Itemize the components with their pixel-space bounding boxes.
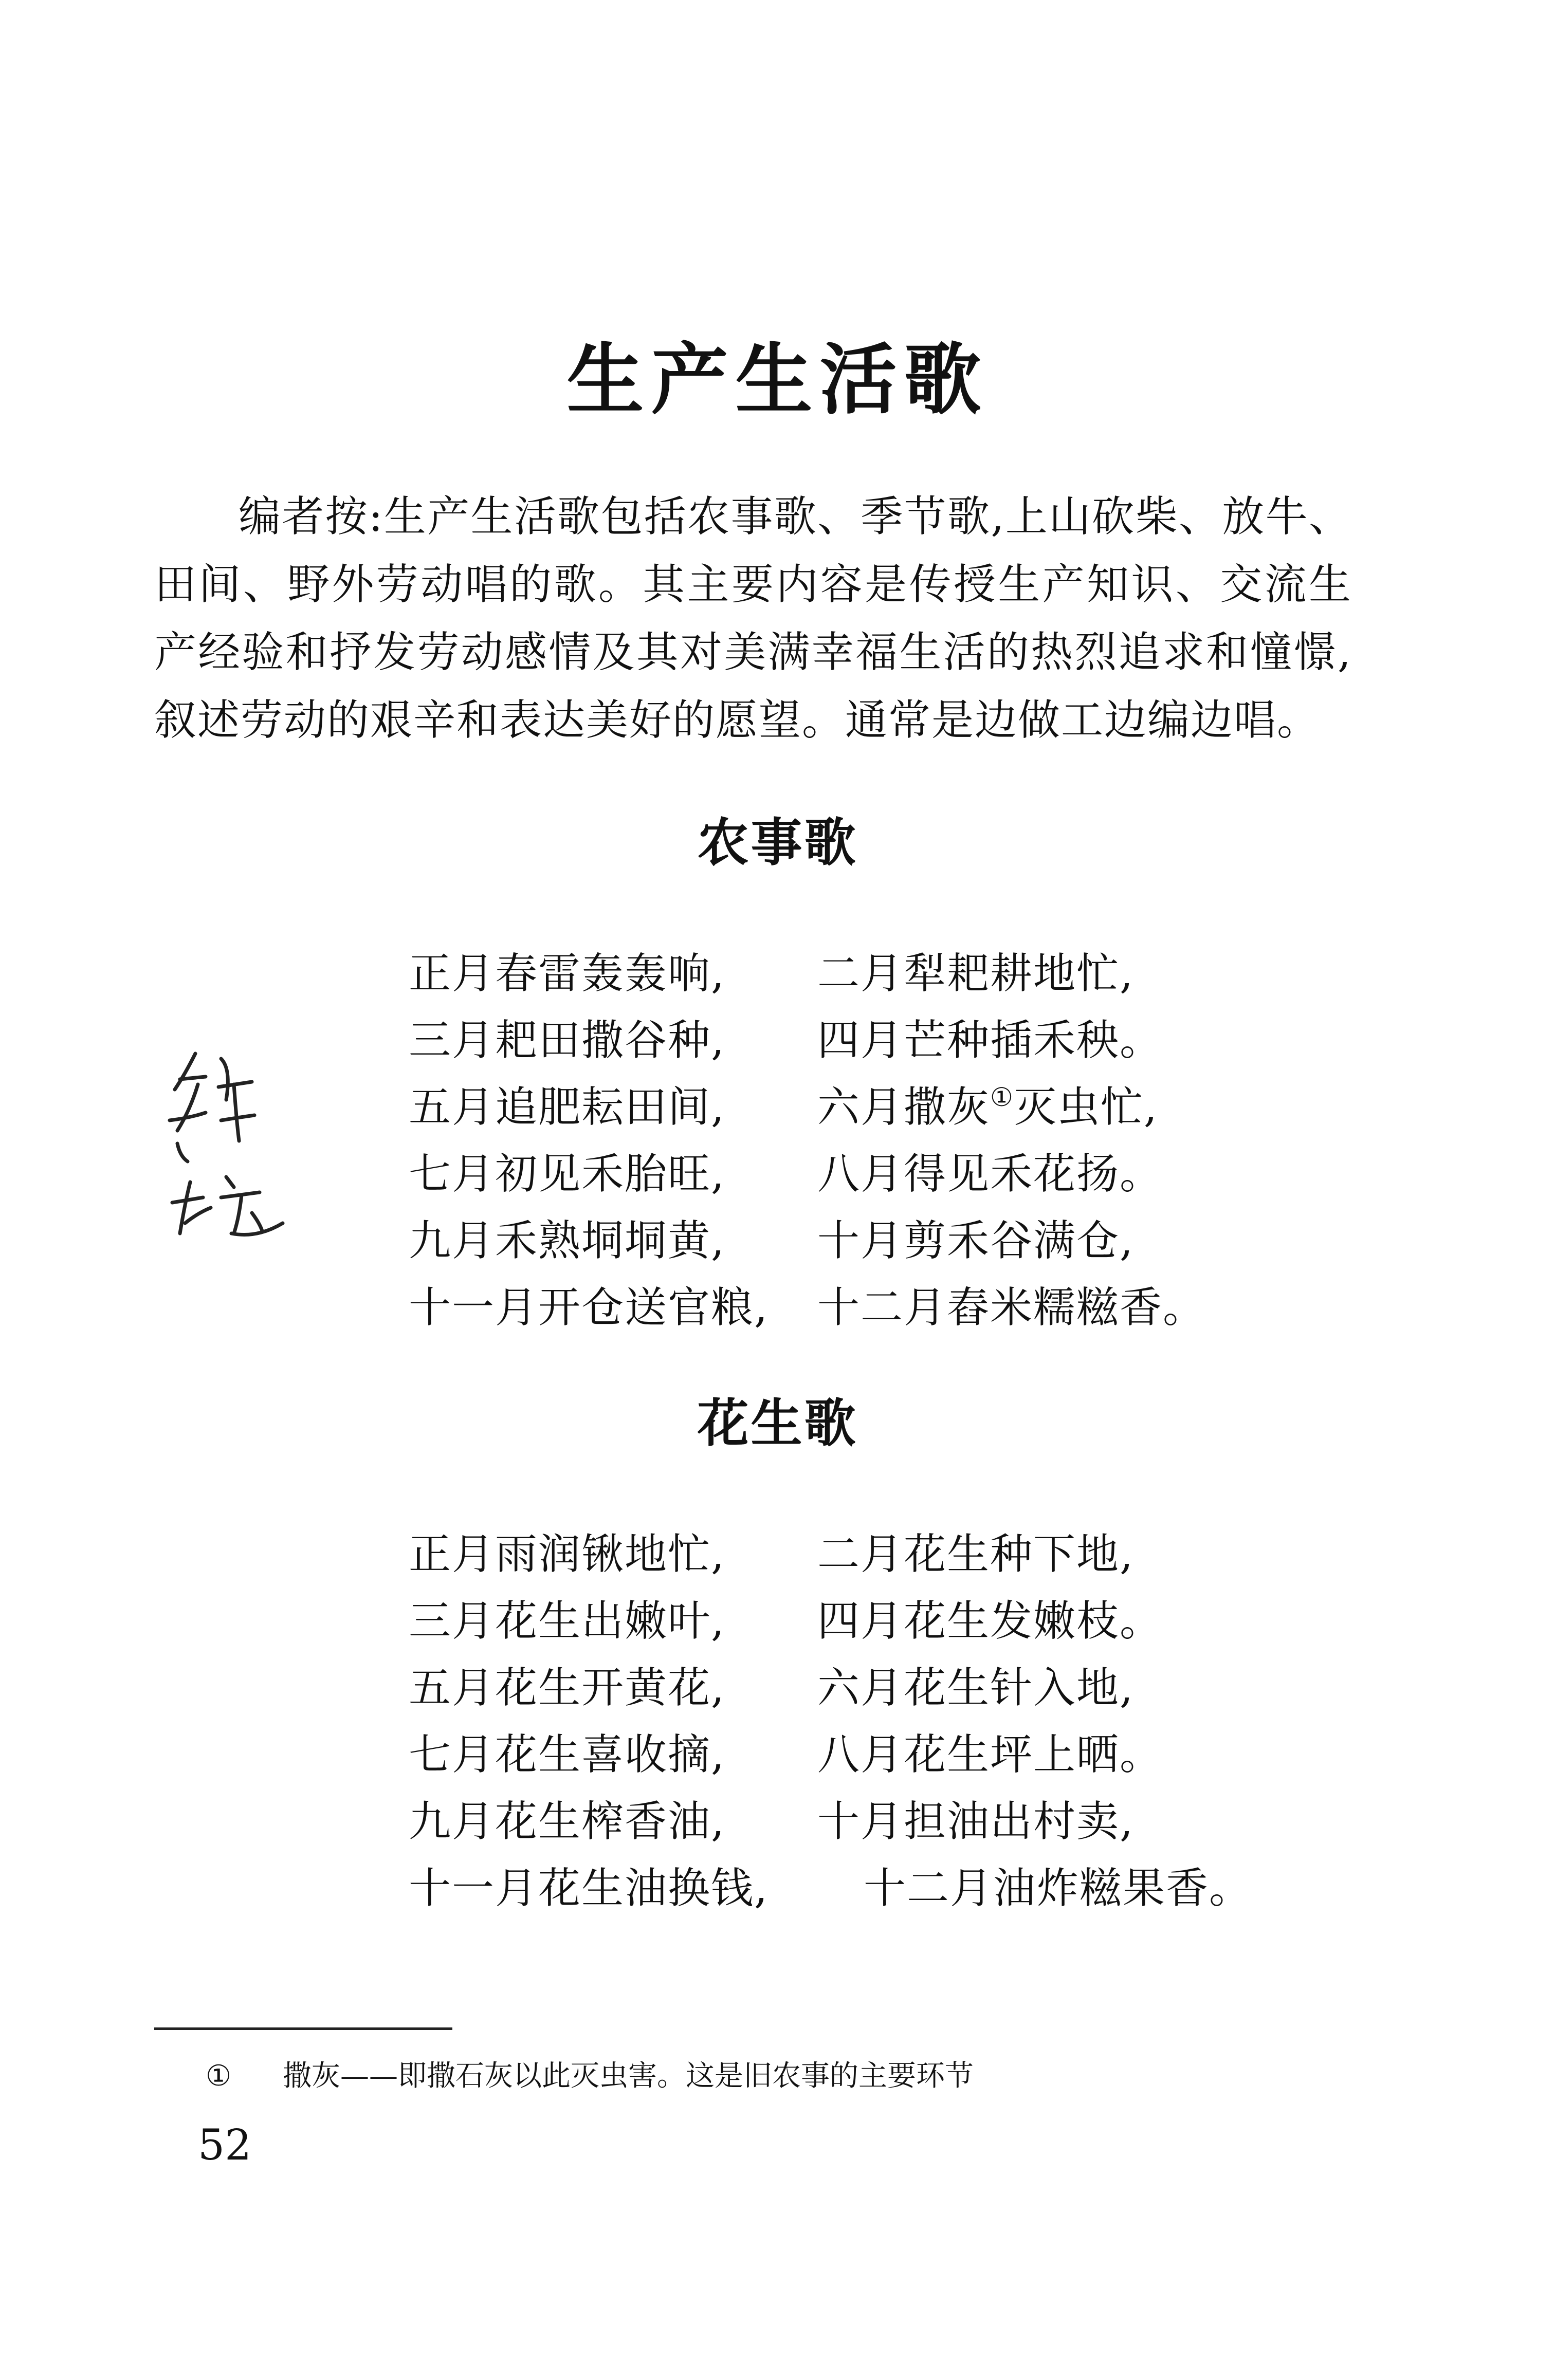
footnote-mark: ①: [206, 2059, 232, 2093]
poem-line-right: 四月花生发嫩枝。: [817, 1597, 1163, 1646]
poem-line-right: 十月剪禾谷满仓,: [817, 1216, 1135, 1265]
poem-line-right: 二月犁耙耕地忙,: [817, 949, 1135, 998]
poem-line-right: 八月得见禾花扬。: [817, 1150, 1163, 1198]
poem-line-right: 十月担油出村卖,: [817, 1797, 1135, 1846]
footnote-reference: ①: [990, 1082, 1014, 1112]
poem-line-left: 七月花生喜收摘,: [409, 1730, 726, 1779]
poem-nongshi: [409, 940, 1283, 1341]
poem-line-left: 五月追肥耘田间,: [409, 1083, 726, 1132]
poem-line-left: 十一月花生油换钱,: [409, 1864, 769, 1913]
poem-line: [409, 1074, 1283, 1141]
poem-line: [409, 1141, 1283, 1208]
section-title-huasheng: 花生歌: [697, 1393, 858, 1453]
section-title-nongshi: 农事歌: [697, 813, 858, 873]
poem-line-right: [817, 1074, 1158, 1141]
poem-line-right: 八月花生坪上晒。: [817, 1730, 1163, 1779]
poem-line: [409, 1655, 1283, 1722]
poem-line-left: 三月花生出嫩叶,: [409, 1597, 726, 1646]
poem-line: [409, 1588, 1283, 1655]
handwritten-annotation: [149, 966, 319, 1254]
poem-line-right-before: 六月撒灰: [817, 1083, 991, 1132]
poem-line: [409, 1788, 1283, 1855]
poem-line-right: 十二月油炸糍果香。: [864, 1864, 1253, 1913]
poem-line-left: 九月禾熟垌垌黄,: [409, 1216, 726, 1265]
poem-line-right: 十二月舂米糯糍香。: [817, 1283, 1206, 1332]
page-title: 生产生活歌: [566, 336, 989, 425]
poem-line-left: 十一月开仓送官粮,: [409, 1283, 769, 1332]
editor-note: 编者按:生产生活歌包括农事歌、季节歌,上山砍柴、放牛、田间、野外劳动唱的歌。其主要内容是传授生产知识、交流生产经验和抒发劳动感情及其对美满幸福生活的热烈追求和憧憬,叙述劳动的艰辛和表达美好的愿望。通常是边做工边编边唱。: [154, 492, 1352, 745]
poem-line-left: 九月花生榨香油,: [409, 1797, 726, 1846]
poem-line-left: 七月初见禾胎旺,: [409, 1150, 726, 1198]
poem-line: [409, 1521, 1283, 1588]
poem-line: [409, 1208, 1283, 1275]
poem-line: [409, 940, 1283, 1007]
poem-huasheng: [409, 1521, 1283, 1922]
footnote-divider: [154, 2027, 452, 2030]
poem-line: [409, 1855, 1283, 1922]
page-number: 52: [198, 2121, 252, 2170]
poem-line-right: 六月花生针入地,: [817, 1664, 1135, 1712]
poem-line-left: 正月春雷轰轰响,: [409, 949, 726, 998]
poem-line: [409, 1275, 1283, 1341]
footnote-text: 撒灰——即撒石灰以此灭虫害。这是旧农事的主要环节: [283, 2059, 974, 2093]
poem-line: [409, 1722, 1283, 1788]
poem-line-left: 三月耙田撒谷种,: [409, 1016, 726, 1065]
poem-line-left: 正月雨润锹地忙,: [409, 1530, 726, 1579]
poem-line-right-after: 灭虫忙,: [1014, 1083, 1158, 1132]
poem-line-right: 四月芒种插禾秧。: [817, 1016, 1163, 1065]
poem-line: [409, 1007, 1283, 1074]
poem-line-left: 五月花生开黄花,: [409, 1664, 726, 1712]
poem-line-right: 二月花生种下地,: [817, 1530, 1135, 1579]
